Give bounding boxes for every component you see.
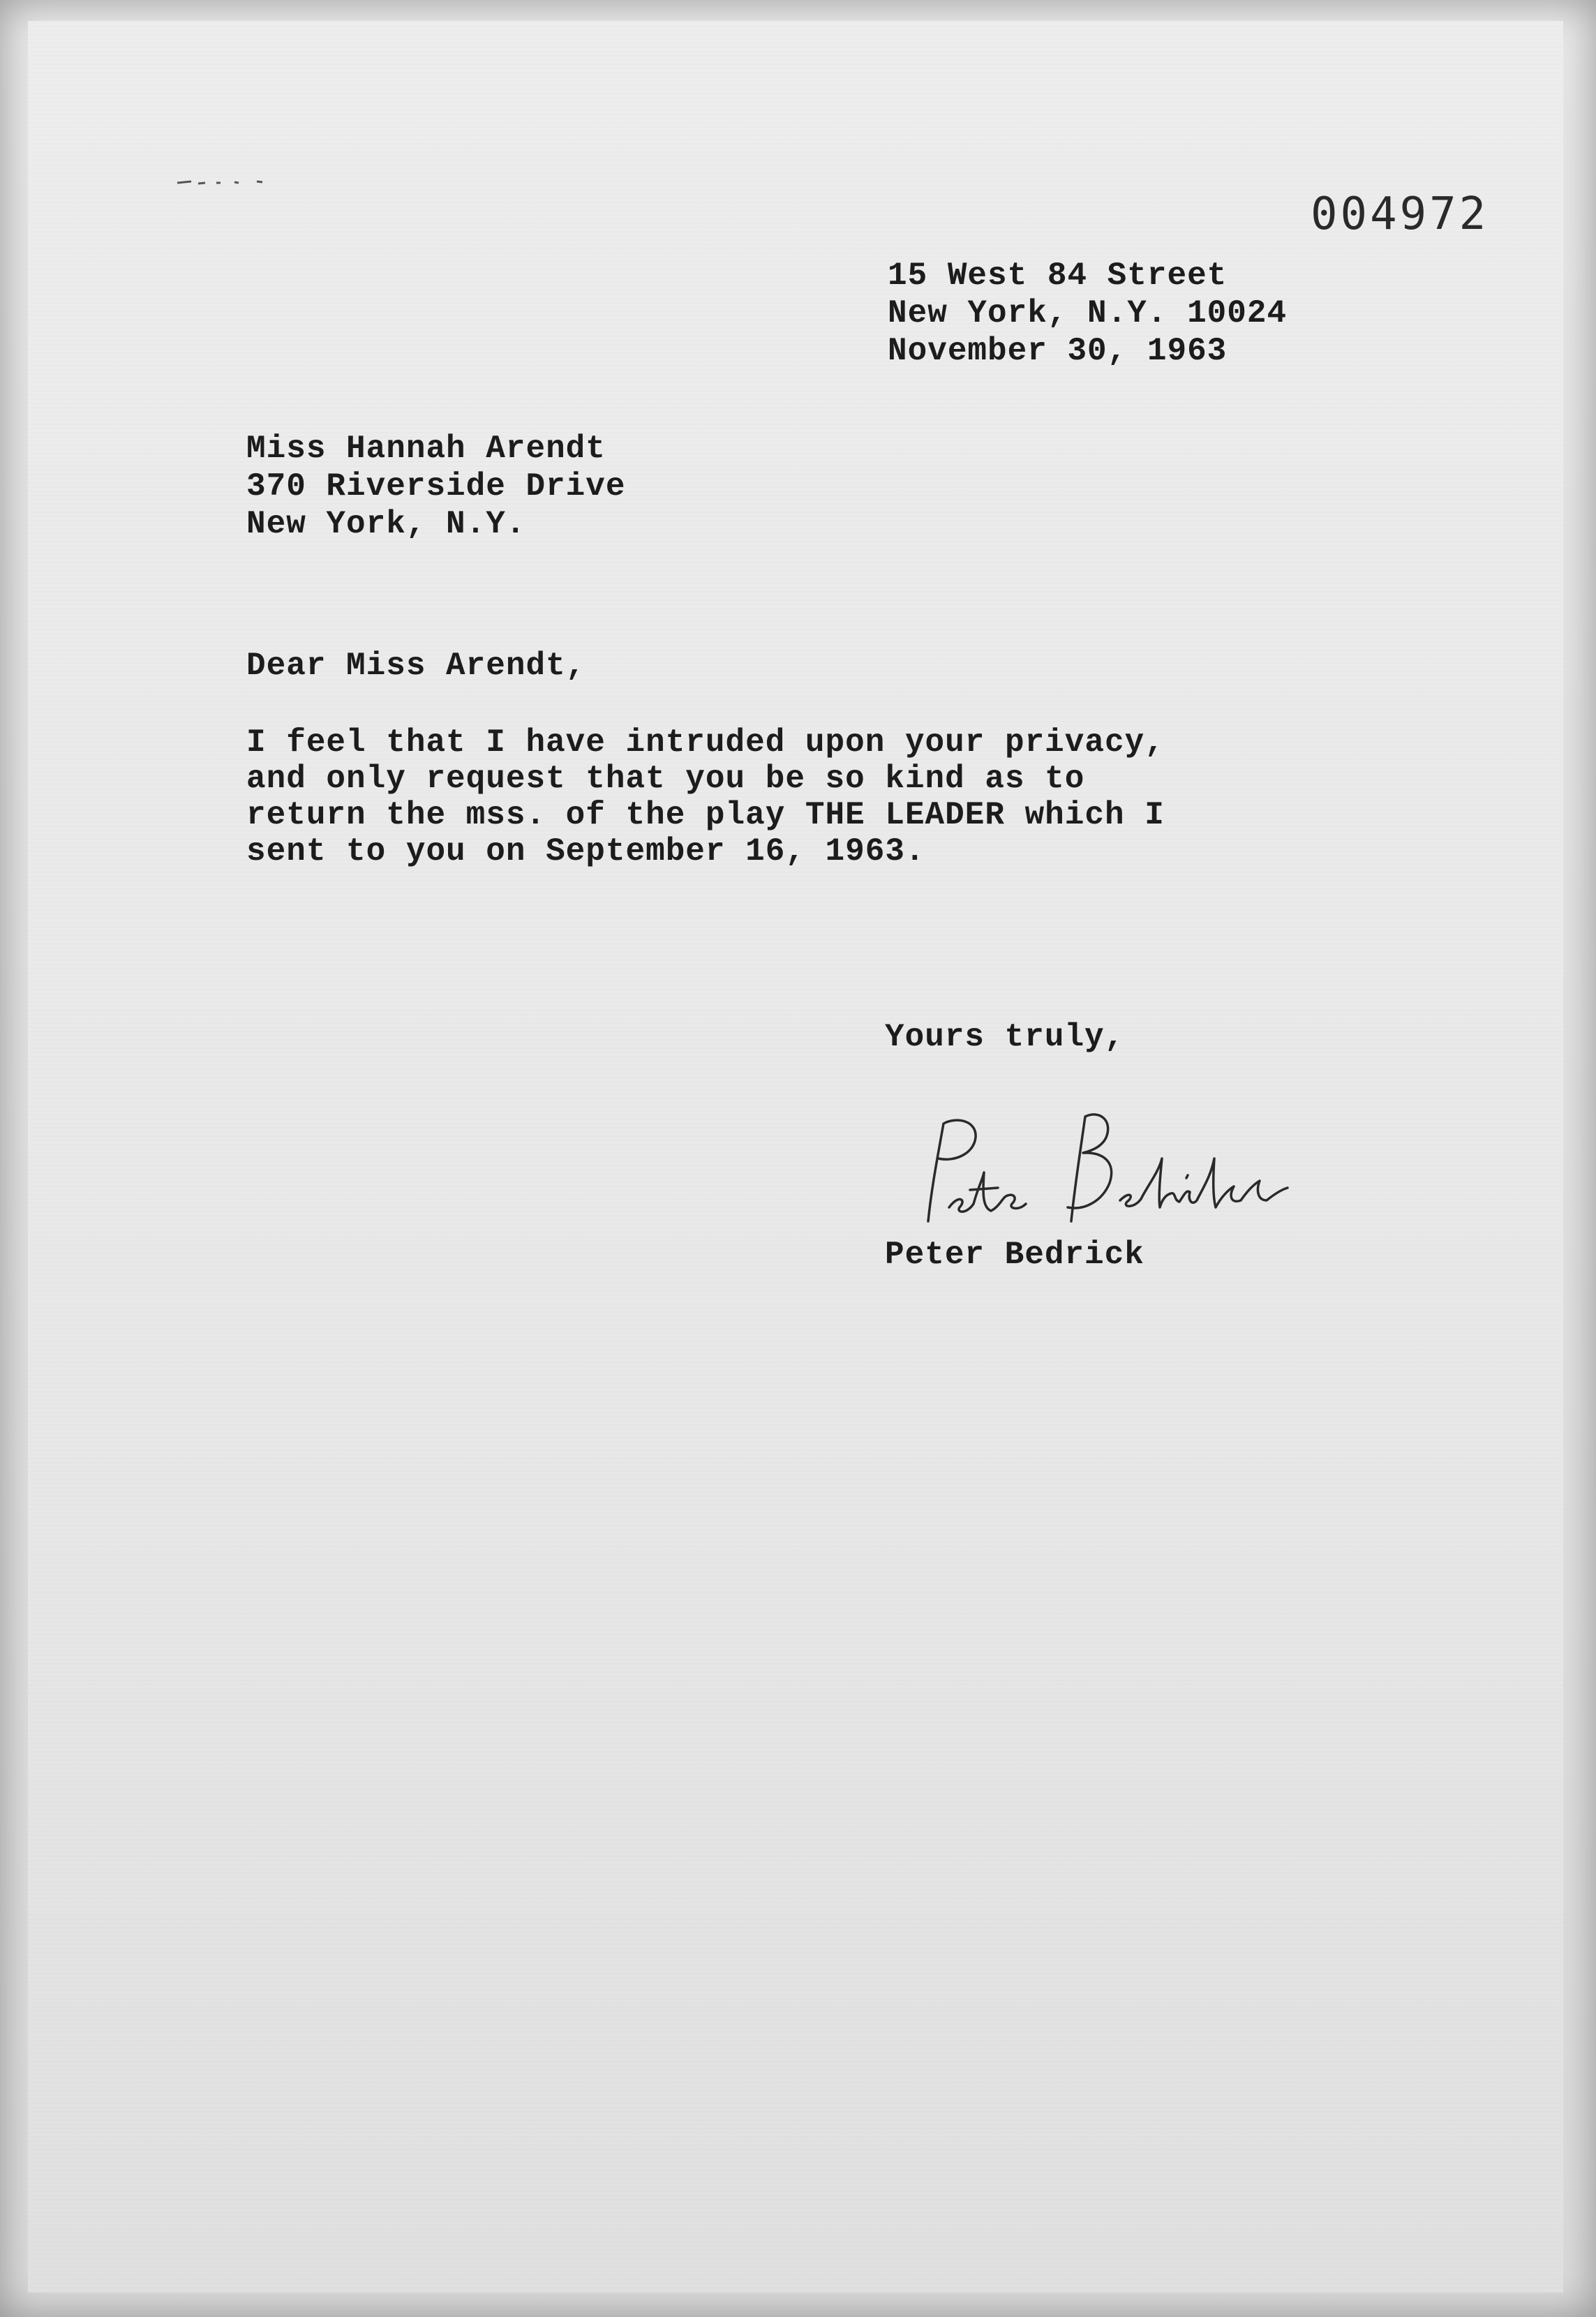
sender-street: 15 West 84 Street: [888, 258, 1228, 294]
document-number: 004972: [1311, 188, 1489, 240]
recipient-name: Miss Hannah Arendt: [246, 431, 606, 467]
body-line: and only request that you be so kind as to: [246, 761, 1085, 797]
letter-date: November 30, 1963: [888, 333, 1228, 369]
sender-address-block: [888, 257, 1287, 370]
closing: Yours truly,: [885, 1019, 1125, 1055]
sender-city: New York, N.Y. 10024: [888, 295, 1288, 331]
recipient-city: New York, N.Y.: [246, 506, 526, 542]
body-line: I feel that I have intruded upon your privacy,: [246, 724, 1165, 761]
recipient-street: 370 Riverside Drive: [246, 468, 626, 505]
letter-paper: [28, 21, 1563, 2293]
body-line: sent to you on September 16, 1963.: [246, 833, 925, 870]
margin-smudge-icon: [174, 176, 286, 190]
body-line: return the mss. of the play THE LEADER which I: [246, 797, 1165, 833]
typed-signer-name: Peter Bedrick: [885, 1237, 1144, 1273]
salutation: Dear Miss Arendt,: [246, 648, 586, 684]
handwritten-signature-icon: [900, 1103, 1305, 1242]
letter-body: [246, 724, 1165, 870]
recipient-address-block: [246, 430, 626, 543]
